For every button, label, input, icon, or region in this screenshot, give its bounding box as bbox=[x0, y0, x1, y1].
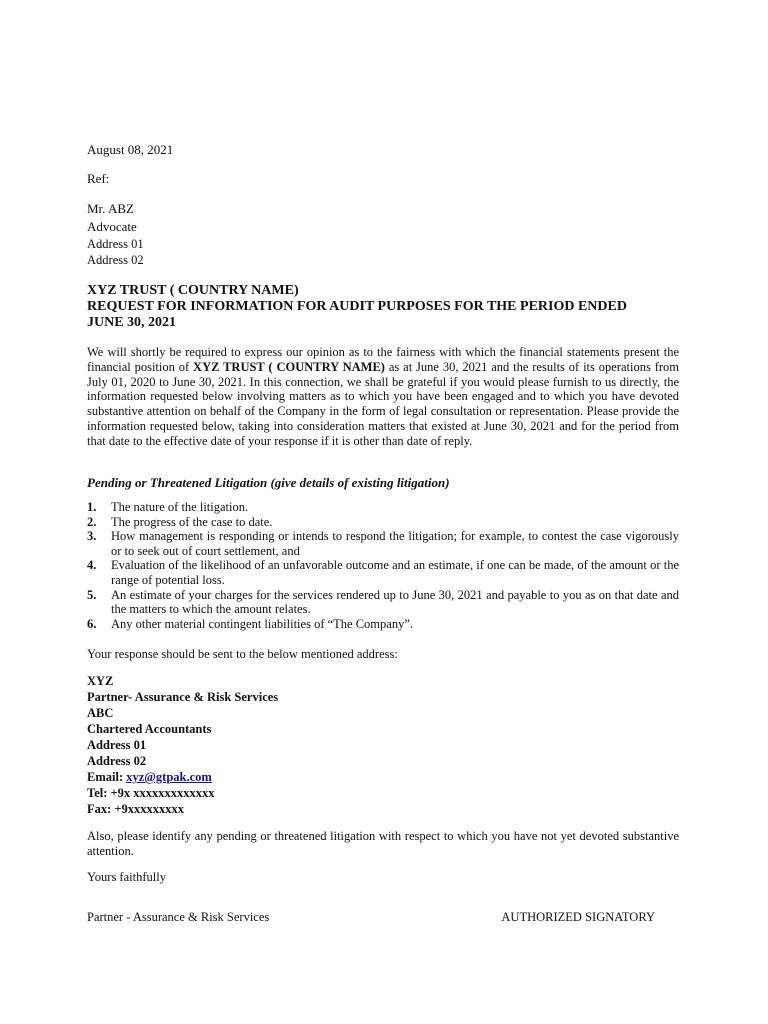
subject-line-3: JUNE 30, 2021 bbox=[87, 315, 177, 330]
signature-left: Partner - Assurance & Risk Services bbox=[87, 910, 270, 924]
letter-date: August 08, 2021 bbox=[87, 142, 174, 157]
list-item-text: The progress of the case to date. bbox=[111, 514, 273, 529]
contact-address-1: Address 01 bbox=[87, 738, 147, 752]
contact-address-2: Address 02 bbox=[87, 754, 147, 768]
list-item-text: An estimate of your charges for the services rendered up to June 30, 2021 and payable to you as on that date and the matters to which the amount relates. bbox=[111, 587, 679, 617]
list-item bbox=[87, 529, 679, 558]
contact-firm-type: Chartered Accountants bbox=[87, 722, 212, 736]
signature-right: AUTHORIZED SIGNATORY bbox=[501, 910, 655, 924]
list-item bbox=[87, 515, 679, 530]
list-item-number: 5. bbox=[87, 587, 97, 602]
list-item bbox=[87, 558, 679, 587]
intro-part-2: as at June 30, 2021 and the results of its operations from July 01, 2020 to June 30, 2021. In this connection, we shall be grateful if you would please furnish to us directly, the information requested below involving matters as to which you have been engaged and to which you have devoted substantive attention on behalf of the Company in the form of legal consultation or representation. Please provide the information requested below, taking into consideration matters that existed at June 30, 2021 and for the period from that date to the effective date of your response if it is other than date of reply. bbox=[87, 359, 679, 448]
list-item-text: Evaluation of the likelihood of an unfavorable outcome and an estimate, if one can be made, of the amount or the range of potential loss. bbox=[111, 558, 679, 587]
litigation-items-list bbox=[87, 500, 679, 631]
list-item bbox=[87, 588, 679, 617]
list-item-number: 4. bbox=[87, 558, 97, 573]
list-item bbox=[87, 617, 679, 632]
subject-line-1: XYZ TRUST ( COUNTRY NAME) bbox=[87, 283, 299, 298]
reference-label: Ref: bbox=[87, 171, 110, 186]
recipient-name: Mr. ABZ bbox=[87, 201, 134, 216]
sign-off: Yours faithfully bbox=[87, 870, 166, 884]
list-item-text: How management is responding or intends to respond the litigation; for example, to contest the case vigorously or to seek out of court settlement, and bbox=[111, 529, 679, 558]
contact-telephone: Tel: +9x xxxxxxxxxxxxx bbox=[87, 786, 215, 800]
subject-line-2: REQUEST FOR INFORMATION FOR AUDIT PURPOSES FOR THE PERIOD ENDED bbox=[87, 299, 627, 314]
email-label: Email: bbox=[87, 770, 127, 784]
contact-role: Partner- Assurance & Risk Services bbox=[87, 690, 279, 704]
closing-note: Also, please identify any pending or threatened litigation with respect to which you have not yet devoted substantive attention. bbox=[87, 829, 679, 858]
contact-fax: Fax: +9xxxxxxxxx bbox=[87, 802, 185, 816]
list-item-number: 2. bbox=[87, 514, 97, 529]
list-item bbox=[87, 500, 679, 515]
recipient-title: Advocate bbox=[87, 219, 137, 234]
list-item-number: 6. bbox=[87, 616, 97, 631]
contact-name: XYZ bbox=[87, 674, 114, 688]
intro-paragraph bbox=[87, 345, 679, 449]
email-link[interactable]: xyz@gtpak.com bbox=[126, 770, 212, 784]
contact-email-line bbox=[87, 770, 212, 785]
intro-part-1: We will shortly be required to express our opinion as to the fairness with which the financial statements present the financial position of bbox=[87, 345, 679, 374]
intro-entity: XYZ TRUST ( COUNTRY NAME) bbox=[193, 359, 385, 374]
section-heading: Pending or Threatened Litigation (give details of existing litigation) bbox=[87, 475, 450, 490]
response-intro: Your response should be sent to the below mentioned address: bbox=[87, 647, 398, 661]
list-item-text: The nature of the litigation. bbox=[111, 500, 249, 514]
recipient-address-2: Address 02 bbox=[87, 253, 144, 267]
recipient-address-1: Address 01 bbox=[87, 237, 144, 251]
list-item-number: 1. bbox=[87, 500, 97, 514]
list-item-number: 3. bbox=[87, 529, 97, 544]
list-item-text: Any other material contingent liabilities of “The Company”. bbox=[111, 616, 413, 631]
contact-firm: ABC bbox=[87, 706, 114, 720]
